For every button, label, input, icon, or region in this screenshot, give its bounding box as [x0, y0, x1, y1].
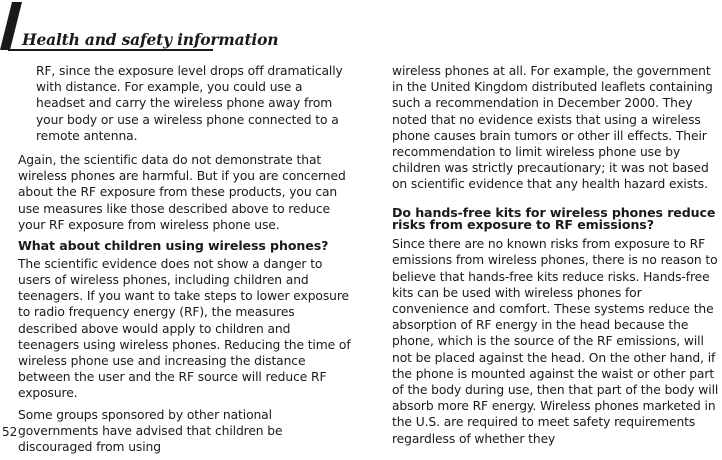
- page-number: 52: [2, 425, 18, 439]
- paragraph: Again, the scientific data do not demonstrate that wireless phones are harmful. But if you are concerned about the RF exposure from these products, you can use measures like those described above to reduce your RF exposure from wireless phone use.: [18, 153, 346, 232]
- intro-paragraph: RF, since the exposure level drops off dramatically with distance. For example, you could use a headset and carry the wireless phone away from your body or use a wireless phone connected to a remote antenna.: [36, 64, 343, 143]
- paragraph: The scientific evidence does not show a danger to users of wireless phones, including children and teenagers. If you want to take steps to lower exposure to radio frequency energy (RF), the measures described above would apply to children and teenagers using wireless phones. Reducing the time of wireless phone use and increasing the distance between the user and the RF source will reduce RF exposure.: [18, 256, 351, 401]
- paragraph: Since there are no known risks from exposure to RF emissions from wireless phones, there is no reason to believe that hands-free kits reduce risks. Hands-free kits can be used with wireless phones for convenience and comfort. These systems reduce the absorption of RF energy in the head because the phone, which is the source of the RF emissions, will not be placed against the head. On the other hand, if the phone is mounted against the waist or other part of the body during use, then that part of the body will absorb more RF energy. Wireless phones marketed in the U.S. are required to meet safety requirements regardless of whether they: [392, 237, 719, 446]
- paragraph: Some groups sponsored by other national governments have advised that children be discouraged from using: [18, 407, 283, 455]
- left-column: [18, 63, 351, 460]
- section-heading-children: What about children using wireless phones?: [18, 238, 329, 254]
- right-column: [392, 63, 722, 452]
- paragraph: wireless phones at all. For example, the government in the United Kingdom distributed leaflets containing such a recommendation in December 2000. They noted that no evidence exists that using a wireless phone causes brain tumors or other ill effects. Their recommendation to limit wireless phone use by children was strictly precautionary; it was not based on scientific evidence that any health hazard exists.: [392, 64, 713, 192]
- section-heading-hands-free: Do hands-free kits for wireless phones reduce risks from exposure to RF emissions?: [392, 204, 716, 233]
- header-accent-bar: [0, 2, 22, 50]
- section-title: Health and safety information: [22, 30, 279, 49]
- header-rule: [8, 49, 213, 51]
